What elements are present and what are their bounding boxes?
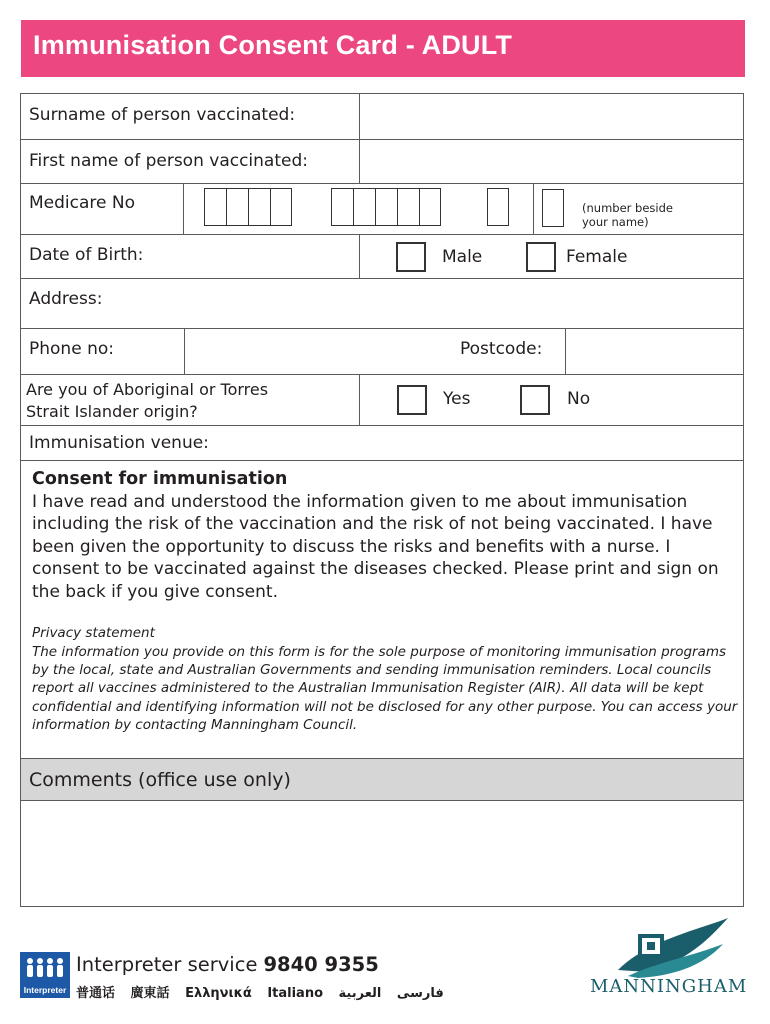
venue-label: Immunisation venue: [29,433,209,453]
no-checkbox[interactable] [520,385,550,415]
manningham-brand: MANNINGHAM [590,976,748,997]
medicare-digit-box[interactable] [353,188,375,226]
aboriginal-row [21,375,743,426]
comments-label: Comments (office use only) [29,769,291,791]
address-row[interactable] [21,279,743,329]
dob-row [21,235,743,279]
consent-text: I have read and understood the information given to me about immunisation including the risk of the vaccination and the risk of not being vaccinated. I have been given the opportunity to discuss the risks and benefits with a nurse. I consent to be vaccinated against the diseases checked. Please print and sign on the back if you give consent. [32,492,719,602]
interpreter-logo-text: Interpreter [23,985,67,995]
medicare-digit-box[interactable] [375,188,397,226]
medicare-reference-box[interactable] [542,189,564,227]
language-list [76,982,455,1001]
female-checkbox[interactable] [526,242,556,272]
medicare-digit-box[interactable] [270,188,292,226]
medicare-digit-box[interactable] [331,188,353,226]
language-item: Italiano [267,986,324,1001]
comments-header [21,759,743,801]
language-item: Ελληνικά [185,986,252,1001]
language-item: 普通话 [76,986,116,1001]
no-label: No [567,389,591,409]
comments-field[interactable] [21,801,743,906]
first-name-label: First name of person vaccinated: [29,151,308,171]
medicare-digit-box[interactable] [419,188,441,226]
consent-section [21,461,743,759]
postcode-label: Postcode: [460,339,543,359]
language-item: العربية [338,986,382,1001]
medicare-row [21,184,743,235]
medicare-digit-box[interactable] [487,188,509,226]
yes-checkbox[interactable] [397,385,427,415]
privacy-title: Privacy statement [32,625,155,641]
medicare-digit-box[interactable] [397,188,419,226]
surname-field[interactable] [361,94,743,139]
medicare-label: Medicare No [29,193,136,213]
first-name-row [21,140,743,184]
medicare-digit-box[interactable] [248,188,270,226]
phone-row [21,329,743,375]
first-name-field[interactable] [361,140,743,183]
consent-form [20,93,744,907]
aboriginal-label-line2: Strait Islander origin? [26,402,198,421]
interpreter-phone: 9840 9355 [263,953,379,976]
page-title: Immunisation Consent Card - ADULT [21,20,745,77]
medicare-digit-box[interactable] [204,188,226,226]
phone-label: Phone no: [29,339,114,359]
address-label: Address: [29,289,103,309]
medicare-digit-box[interactable] [226,188,248,226]
surname-row [21,94,743,140]
people-icon [25,957,65,979]
male-label: Male [442,247,483,267]
venue-row[interactable] [21,426,743,461]
aboriginal-label-line1: Are you of Aboriginal or Torres [26,380,269,399]
medicare-number-field[interactable] [185,184,531,234]
language-item: 廣東話 [130,986,170,1001]
dob-label: Date of Birth: [29,245,144,265]
medicare-note: (number beside your name) [582,201,673,229]
postcode-field[interactable] [567,329,743,374]
male-checkbox[interactable] [396,242,426,272]
surname-label: Surname of person vaccinated: [29,105,296,125]
consent-title: Consent for immunisation [32,469,288,489]
interpreter-label: Interpreter service [76,953,258,976]
interpreter-logo [20,952,70,998]
privacy-text: The information you provide on this form is for the sole purpose of monitoring immunisation programs by the local, state and Australian Governments and sending immunisation reminders. Local councils report all vaccines administered to the Australian Immunisation Register (AIR). All data will be kept confidential and identifying information will not be disclosed for any other purpose. You can access your information by contacting Manningham Council. [32,644,738,733]
female-label: Female [566,247,628,267]
yes-label: Yes [443,389,471,409]
interpreter-service [76,953,379,976]
language-item: فارسی [396,986,444,1001]
